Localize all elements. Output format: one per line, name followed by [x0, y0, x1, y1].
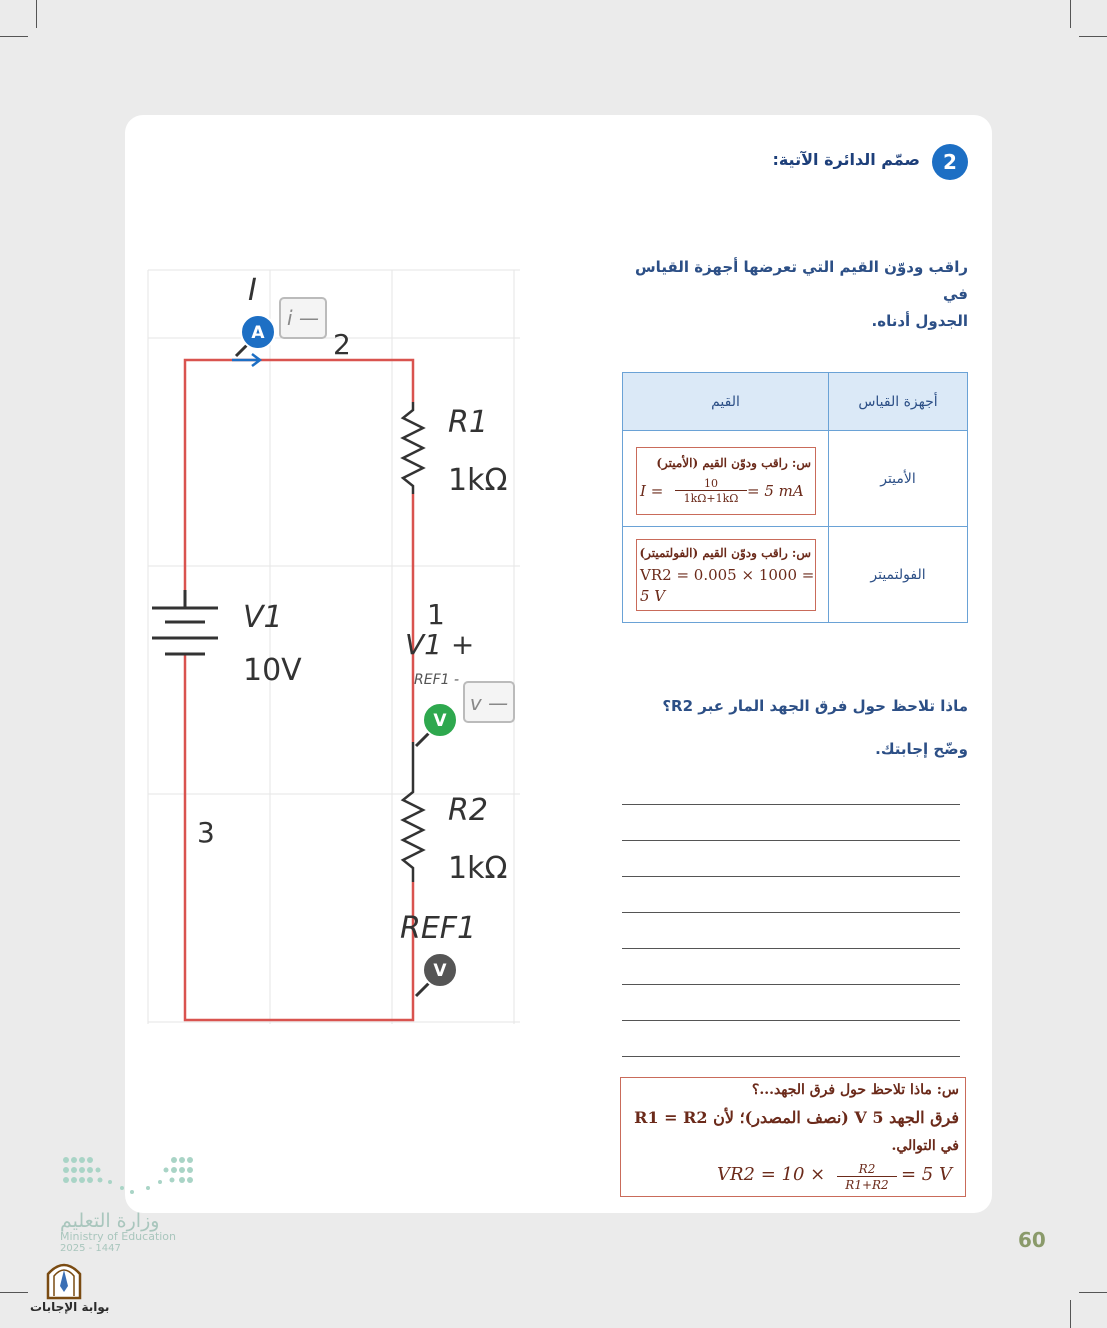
ammeter-answer-num: 10: [675, 477, 747, 491]
voltmeter-display-text: v —: [469, 691, 509, 715]
current-label: I: [248, 273, 257, 308]
answer-line[interactable]: [622, 804, 960, 805]
observation-answer-box: [620, 1077, 966, 1197]
answer-line[interactable]: [622, 840, 960, 841]
crop-mark: [1070, 0, 1071, 28]
observation-answer-continued: في التوالي.: [891, 1138, 959, 1154]
ministry-logo-icon: [60, 1152, 200, 1202]
source-name-label: V1: [243, 600, 283, 635]
ammeter-answer-rhs: = 5 mA: [747, 482, 804, 500]
question-2-instruction: وضّح إجابتك.: [875, 740, 968, 758]
formula-num: R2: [837, 1162, 897, 1177]
r1-value-label: 1kΩ: [448, 463, 508, 498]
r2-value-label: 1kΩ: [448, 851, 508, 886]
instruction-line-2: الجدول أدناه.: [871, 312, 968, 330]
portal-label: بوابة الإجابات: [30, 1300, 110, 1314]
table-row: [623, 431, 968, 527]
r1-name-label: R1: [448, 405, 488, 440]
page-number: 60: [1018, 1228, 1046, 1252]
question-heading: صمّم الدائرة الآتية:: [772, 150, 920, 169]
ministry-name-en: Ministry of Education: [60, 1230, 177, 1243]
question-number-badge: 2: [932, 144, 968, 180]
portal-logo-icon: [44, 1256, 84, 1300]
ref1-minus-label: REF1 -: [414, 672, 460, 688]
voltmeter-answer-line2: 5 V: [640, 587, 666, 605]
answer-line[interactable]: [622, 1056, 960, 1057]
circuit-wires: [185, 360, 413, 1020]
answer-line[interactable]: [622, 876, 960, 877]
crop-mark: [36, 0, 37, 28]
ammeter-letter: A: [251, 323, 265, 343]
answer-line[interactable]: [622, 984, 960, 985]
instruction-text: [610, 254, 968, 335]
formula-rhs: = 5 V: [901, 1164, 952, 1185]
observation-question: س: ماذا تلاحظ حول فرق الجهد...؟: [751, 1082, 959, 1098]
crop-mark: [1079, 1292, 1107, 1293]
ref1-label: REF1: [400, 911, 477, 946]
ministry-name-ar: وزارة التعليم: [60, 1210, 160, 1232]
ministry-branding: [60, 1210, 200, 1254]
crop-mark: [0, 1292, 28, 1293]
ammeter-answer-den: 1kΩ+1kΩ: [683, 492, 739, 505]
ammeter-answer-question: س: راقب ودوّن القيم (الأميتر): [656, 456, 811, 470]
header-values: القيم: [623, 373, 829, 431]
ammeter-answer-lhs: I =: [640, 482, 664, 500]
header-devices: أجهزة القياس: [829, 373, 968, 431]
ammeter-device-cell: الأميتر: [829, 431, 968, 527]
ammeter-answer-box: [636, 447, 816, 515]
node-2-label: 2: [333, 328, 351, 361]
answer-line[interactable]: [622, 1020, 960, 1021]
voltmeter-device-cell: الفولتميتر: [829, 527, 968, 623]
question-2-text: ماذا تلاحظ حول فرق الجهد المار عبر R2؟: [662, 697, 968, 715]
table-row: [623, 527, 968, 623]
crop-mark: [1070, 1300, 1071, 1328]
crop-mark: [0, 36, 28, 37]
resistor-r1: [403, 402, 423, 494]
answer-line[interactable]: [622, 948, 960, 949]
battery-v1: [152, 590, 218, 654]
formula-den: R1+R2: [845, 1178, 889, 1192]
node-3-label: 3: [197, 816, 215, 849]
node-1-label: 1: [427, 598, 445, 631]
ground-probe-letter: V: [433, 961, 447, 981]
formula-lhs: VR2 = 10 ×: [717, 1164, 826, 1185]
ministry-year: 2025 - 1447: [60, 1243, 121, 1254]
voltmeter-letter: V: [433, 711, 447, 731]
table-header-row: [623, 373, 968, 431]
crop-mark: [1079, 36, 1107, 37]
v1-plus-label: V1 +: [405, 628, 475, 661]
instruction-line-1: راقب ودوّن القيم التي تعرضها أجهزة القياس في: [634, 258, 968, 303]
measurement-table: [622, 372, 968, 623]
voltmeter-answer-line1: VR2 = 0.005 × 1000 =: [640, 566, 815, 584]
voltmeter-answer-question: س: راقب ودوّن القيم (الفولتميتر): [639, 546, 811, 560]
source-value-label: 10V: [243, 653, 302, 688]
resistor-r2: [403, 742, 423, 882]
voltmeter-answer-box: [636, 539, 816, 611]
ammeter-value-cell: [623, 431, 829, 527]
answer-line[interactable]: [622, 912, 960, 913]
voltmeter-value-cell: [623, 527, 829, 623]
ammeter-display-text: i —: [287, 306, 319, 330]
r2-name-label: R2: [448, 793, 488, 828]
circuit-diagram: [140, 262, 530, 1032]
observation-answer-line: فرق الجهد 5 V (نصف المصدر)؛ لأن R1 = R2: [634, 1108, 959, 1127]
